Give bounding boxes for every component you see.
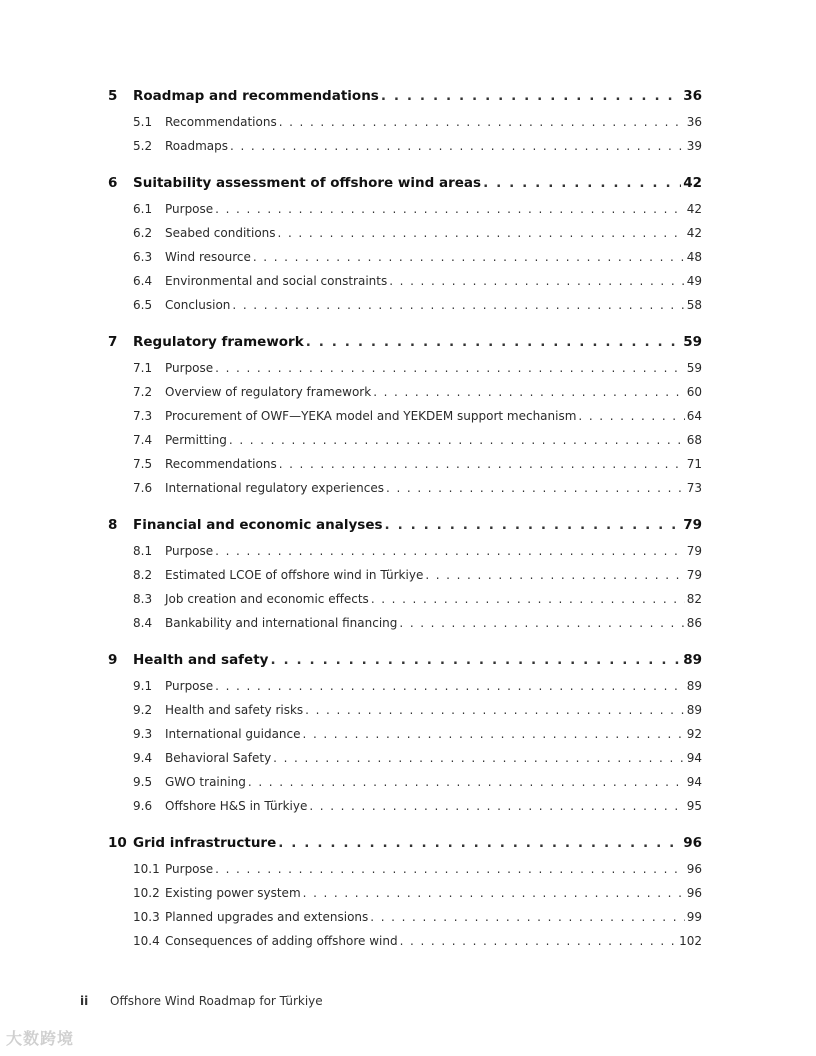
dot-leader: [399, 611, 684, 635]
dot-leader: [306, 328, 682, 356]
section-page-number: 79: [686, 544, 702, 558]
toc-section-entry[interactable]: [108, 428, 702, 452]
footer-page-number: ii: [80, 994, 89, 1008]
section-number: 10.1: [133, 862, 160, 876]
chapter-title: Regulatory framework: [133, 334, 304, 350]
section-title: International guidance: [165, 727, 301, 741]
chapter-number: 5: [108, 88, 118, 104]
dot-leader: [279, 452, 685, 476]
section-number: 10.4: [133, 934, 160, 948]
section-title: Procurement of OWF—YEKA model and YEKDEM support mechanism: [165, 409, 577, 423]
toc-chapter: [108, 646, 702, 818]
chapter-title: Suitability assessment of offshore wind areas: [133, 175, 482, 191]
toc-chapter-entry[interactable]: [108, 646, 702, 674]
dot-leader: [389, 269, 684, 293]
toc-chapter-entry[interactable]: [108, 82, 702, 110]
dot-leader: [371, 587, 685, 611]
toc-section-entry[interactable]: [108, 110, 702, 134]
dot-leader: [215, 197, 685, 221]
section-page-number: 48: [686, 250, 702, 264]
toc-section-entry[interactable]: [108, 587, 702, 611]
section-title: Bankability and international financing: [165, 616, 398, 630]
chapter-number: 10: [108, 835, 127, 851]
toc-section-entry[interactable]: [108, 476, 702, 500]
toc-chapter: [108, 511, 702, 635]
section-number: 6.4: [133, 274, 153, 288]
dot-leader: [273, 746, 685, 770]
section-number: 5.2: [133, 139, 153, 153]
toc-chapter-entry[interactable]: [108, 169, 702, 197]
dot-leader: [279, 110, 685, 134]
section-page-number: 89: [686, 703, 702, 717]
section-page-number: 99: [686, 910, 702, 924]
section-title: Wind resource: [165, 250, 251, 264]
table-of-contents: [108, 82, 702, 964]
chapter-title: Grid infrastructure: [133, 835, 277, 851]
dot-leader: [215, 356, 685, 380]
toc-chapter-entry[interactable]: [108, 829, 702, 857]
section-page-number: 39: [686, 139, 702, 153]
chapter-page-number: 59: [683, 334, 702, 350]
toc-section-entry[interactable]: [108, 857, 702, 881]
toc-chapter: [108, 82, 702, 158]
toc-section-entry[interactable]: [108, 269, 702, 293]
section-number: 9.6: [133, 799, 153, 813]
dot-leader: [373, 380, 685, 404]
dot-leader: [229, 428, 685, 452]
toc-section-entry[interactable]: [108, 452, 702, 476]
dot-leader: [232, 293, 684, 317]
section-page-number: 59: [686, 361, 702, 375]
toc-section-entry[interactable]: [108, 221, 702, 245]
section-number: 6.5: [133, 298, 153, 312]
dot-leader: [425, 563, 684, 587]
dot-leader: [303, 722, 685, 746]
section-title: Recommendations: [165, 115, 277, 129]
toc-chapter: [108, 169, 702, 317]
section-page-number: 49: [686, 274, 702, 288]
dot-leader: [303, 881, 685, 905]
section-title: Purpose: [165, 361, 214, 375]
section-page-number: 68: [686, 433, 702, 447]
section-page-number: 94: [686, 751, 702, 765]
section-number: 9.2: [133, 703, 153, 717]
section-number: 7.4: [133, 433, 153, 447]
section-number: 7.6: [133, 481, 153, 495]
toc-section-entry[interactable]: [108, 905, 702, 929]
section-number: 6.3: [133, 250, 153, 264]
watermark-logo: 大数跨境: [6, 1029, 75, 1048]
toc-section-entry[interactable]: [108, 881, 702, 905]
section-page-number: 96: [686, 862, 702, 876]
section-number: 5.1: [133, 115, 153, 129]
dot-leader: [385, 511, 682, 539]
section-page-number: 82: [686, 592, 702, 606]
page-footer: [80, 994, 323, 1008]
toc-section-entry[interactable]: [108, 245, 702, 269]
toc-section-entry[interactable]: [108, 770, 702, 794]
section-title: Behavioral Safety: [165, 751, 272, 765]
chapter-page-number: 89: [683, 652, 702, 668]
section-title: Purpose: [165, 202, 214, 216]
toc-chapter: [108, 829, 702, 953]
section-number: 10.2: [133, 886, 160, 900]
chapter-page-number: 96: [683, 835, 702, 851]
section-number: 6.2: [133, 226, 153, 240]
section-title: Consequences of adding offshore wind: [165, 934, 398, 948]
chapter-number: 9: [108, 652, 118, 668]
chapter-title: Roadmap and recommendations: [133, 88, 379, 104]
section-page-number: 92: [686, 727, 702, 741]
section-title: Health and safety risks: [165, 703, 304, 717]
dot-leader: [578, 404, 684, 428]
section-title: Estimated LCOE of offshore wind in Türkiye: [165, 568, 424, 582]
section-title: Existing power system: [165, 886, 301, 900]
dot-leader: [215, 674, 685, 698]
toc-section-entry[interactable]: [108, 134, 702, 158]
section-title: Offshore H&S in Türkiye: [165, 799, 308, 813]
toc-chapter-entry[interactable]: [108, 328, 702, 356]
section-page-number: 36: [686, 115, 702, 129]
chapter-number: 8: [108, 517, 118, 533]
section-page-number: 94: [686, 775, 702, 789]
toc-chapter-entry[interactable]: [108, 511, 702, 539]
chapter-title: Health and safety: [133, 652, 269, 668]
section-number: 9.5: [133, 775, 153, 789]
section-title: Purpose: [165, 679, 214, 693]
dot-leader: [305, 698, 685, 722]
section-number: 8.4: [133, 616, 153, 630]
section-title: Conclusion: [165, 298, 231, 312]
toc-section-entry[interactable]: [108, 674, 702, 698]
toc-section-entry[interactable]: [108, 380, 702, 404]
section-page-number: 95: [686, 799, 702, 813]
dot-leader: [270, 646, 681, 674]
toc-section-entry[interactable]: [108, 356, 702, 380]
section-number: 8.3: [133, 592, 153, 606]
chapter-number: 7: [108, 334, 118, 350]
dot-leader: [253, 245, 685, 269]
dot-leader: [309, 794, 684, 818]
toc-section-entry[interactable]: [108, 563, 702, 587]
section-title: Roadmaps: [165, 139, 229, 153]
section-number: 9.1: [133, 679, 153, 693]
dot-leader: [278, 829, 681, 857]
toc-chapter: [108, 328, 702, 500]
chapter-page-number: 79: [683, 517, 702, 533]
toc-section-entry[interactable]: [108, 929, 702, 953]
dot-leader: [248, 770, 685, 794]
section-title: Seabed conditions: [165, 226, 276, 240]
footer-document-title: Offshore Wind Roadmap for Türkiye: [110, 994, 323, 1008]
section-title: Planned upgrades and extensions: [165, 910, 369, 924]
toc-section-entry[interactable]: [108, 722, 702, 746]
section-number: 7.1: [133, 361, 153, 375]
dot-leader: [215, 857, 685, 881]
section-page-number: 42: [686, 226, 702, 240]
chapter-page-number: 42: [683, 175, 702, 191]
section-number: 10.3: [133, 910, 160, 924]
section-number: 8.1: [133, 544, 153, 558]
section-title: Recommendations: [165, 457, 277, 471]
toc-section-entry[interactable]: [108, 539, 702, 563]
dot-leader: [381, 82, 681, 110]
section-number: 9.3: [133, 727, 153, 741]
section-number: 9.4: [133, 751, 153, 765]
section-title: Purpose: [165, 862, 214, 876]
section-number: 6.1: [133, 202, 153, 216]
toc-section-entry[interactable]: [108, 794, 702, 818]
chapter-page-number: 36: [683, 88, 702, 104]
dot-leader: [278, 221, 685, 245]
section-page-number: 86: [686, 616, 702, 630]
section-page-number: 89: [686, 679, 702, 693]
section-title: Job creation and economic effects: [165, 592, 369, 606]
section-title: Overview of regulatory framework: [165, 385, 372, 399]
dot-leader: [386, 476, 685, 500]
chapter-title: Financial and economic analyses: [133, 517, 383, 533]
section-number: 8.2: [133, 568, 153, 582]
section-page-number: 42: [686, 202, 702, 216]
section-number: 7.5: [133, 457, 153, 471]
section-page-number: 79: [686, 568, 702, 582]
dot-leader: [230, 134, 685, 158]
dot-leader: [400, 929, 677, 953]
section-number: 7.3: [133, 409, 153, 423]
section-title: Environmental and social constraints: [165, 274, 388, 288]
toc-section-entry[interactable]: [108, 746, 702, 770]
section-title: Purpose: [165, 544, 214, 558]
section-page-number: 73: [686, 481, 702, 495]
dot-leader: [483, 169, 681, 197]
section-title: Permitting: [165, 433, 227, 447]
chapter-number: 6: [108, 175, 118, 191]
toc-section-entry[interactable]: [108, 293, 702, 317]
section-title: International regulatory experiences: [165, 481, 385, 495]
section-title: GWO training: [165, 775, 246, 789]
section-page-number: 102: [679, 934, 702, 948]
toc-section-entry[interactable]: [108, 197, 702, 221]
section-page-number: 60: [686, 385, 702, 399]
dot-leader: [370, 905, 684, 929]
toc-section-entry[interactable]: [108, 611, 702, 635]
section-page-number: 64: [686, 409, 702, 423]
section-page-number: 71: [686, 457, 702, 471]
toc-section-entry[interactable]: [108, 698, 702, 722]
section-page-number: 58: [686, 298, 702, 312]
section-page-number: 96: [686, 886, 702, 900]
toc-section-entry[interactable]: [108, 404, 702, 428]
dot-leader: [215, 539, 685, 563]
section-number: 7.2: [133, 385, 153, 399]
